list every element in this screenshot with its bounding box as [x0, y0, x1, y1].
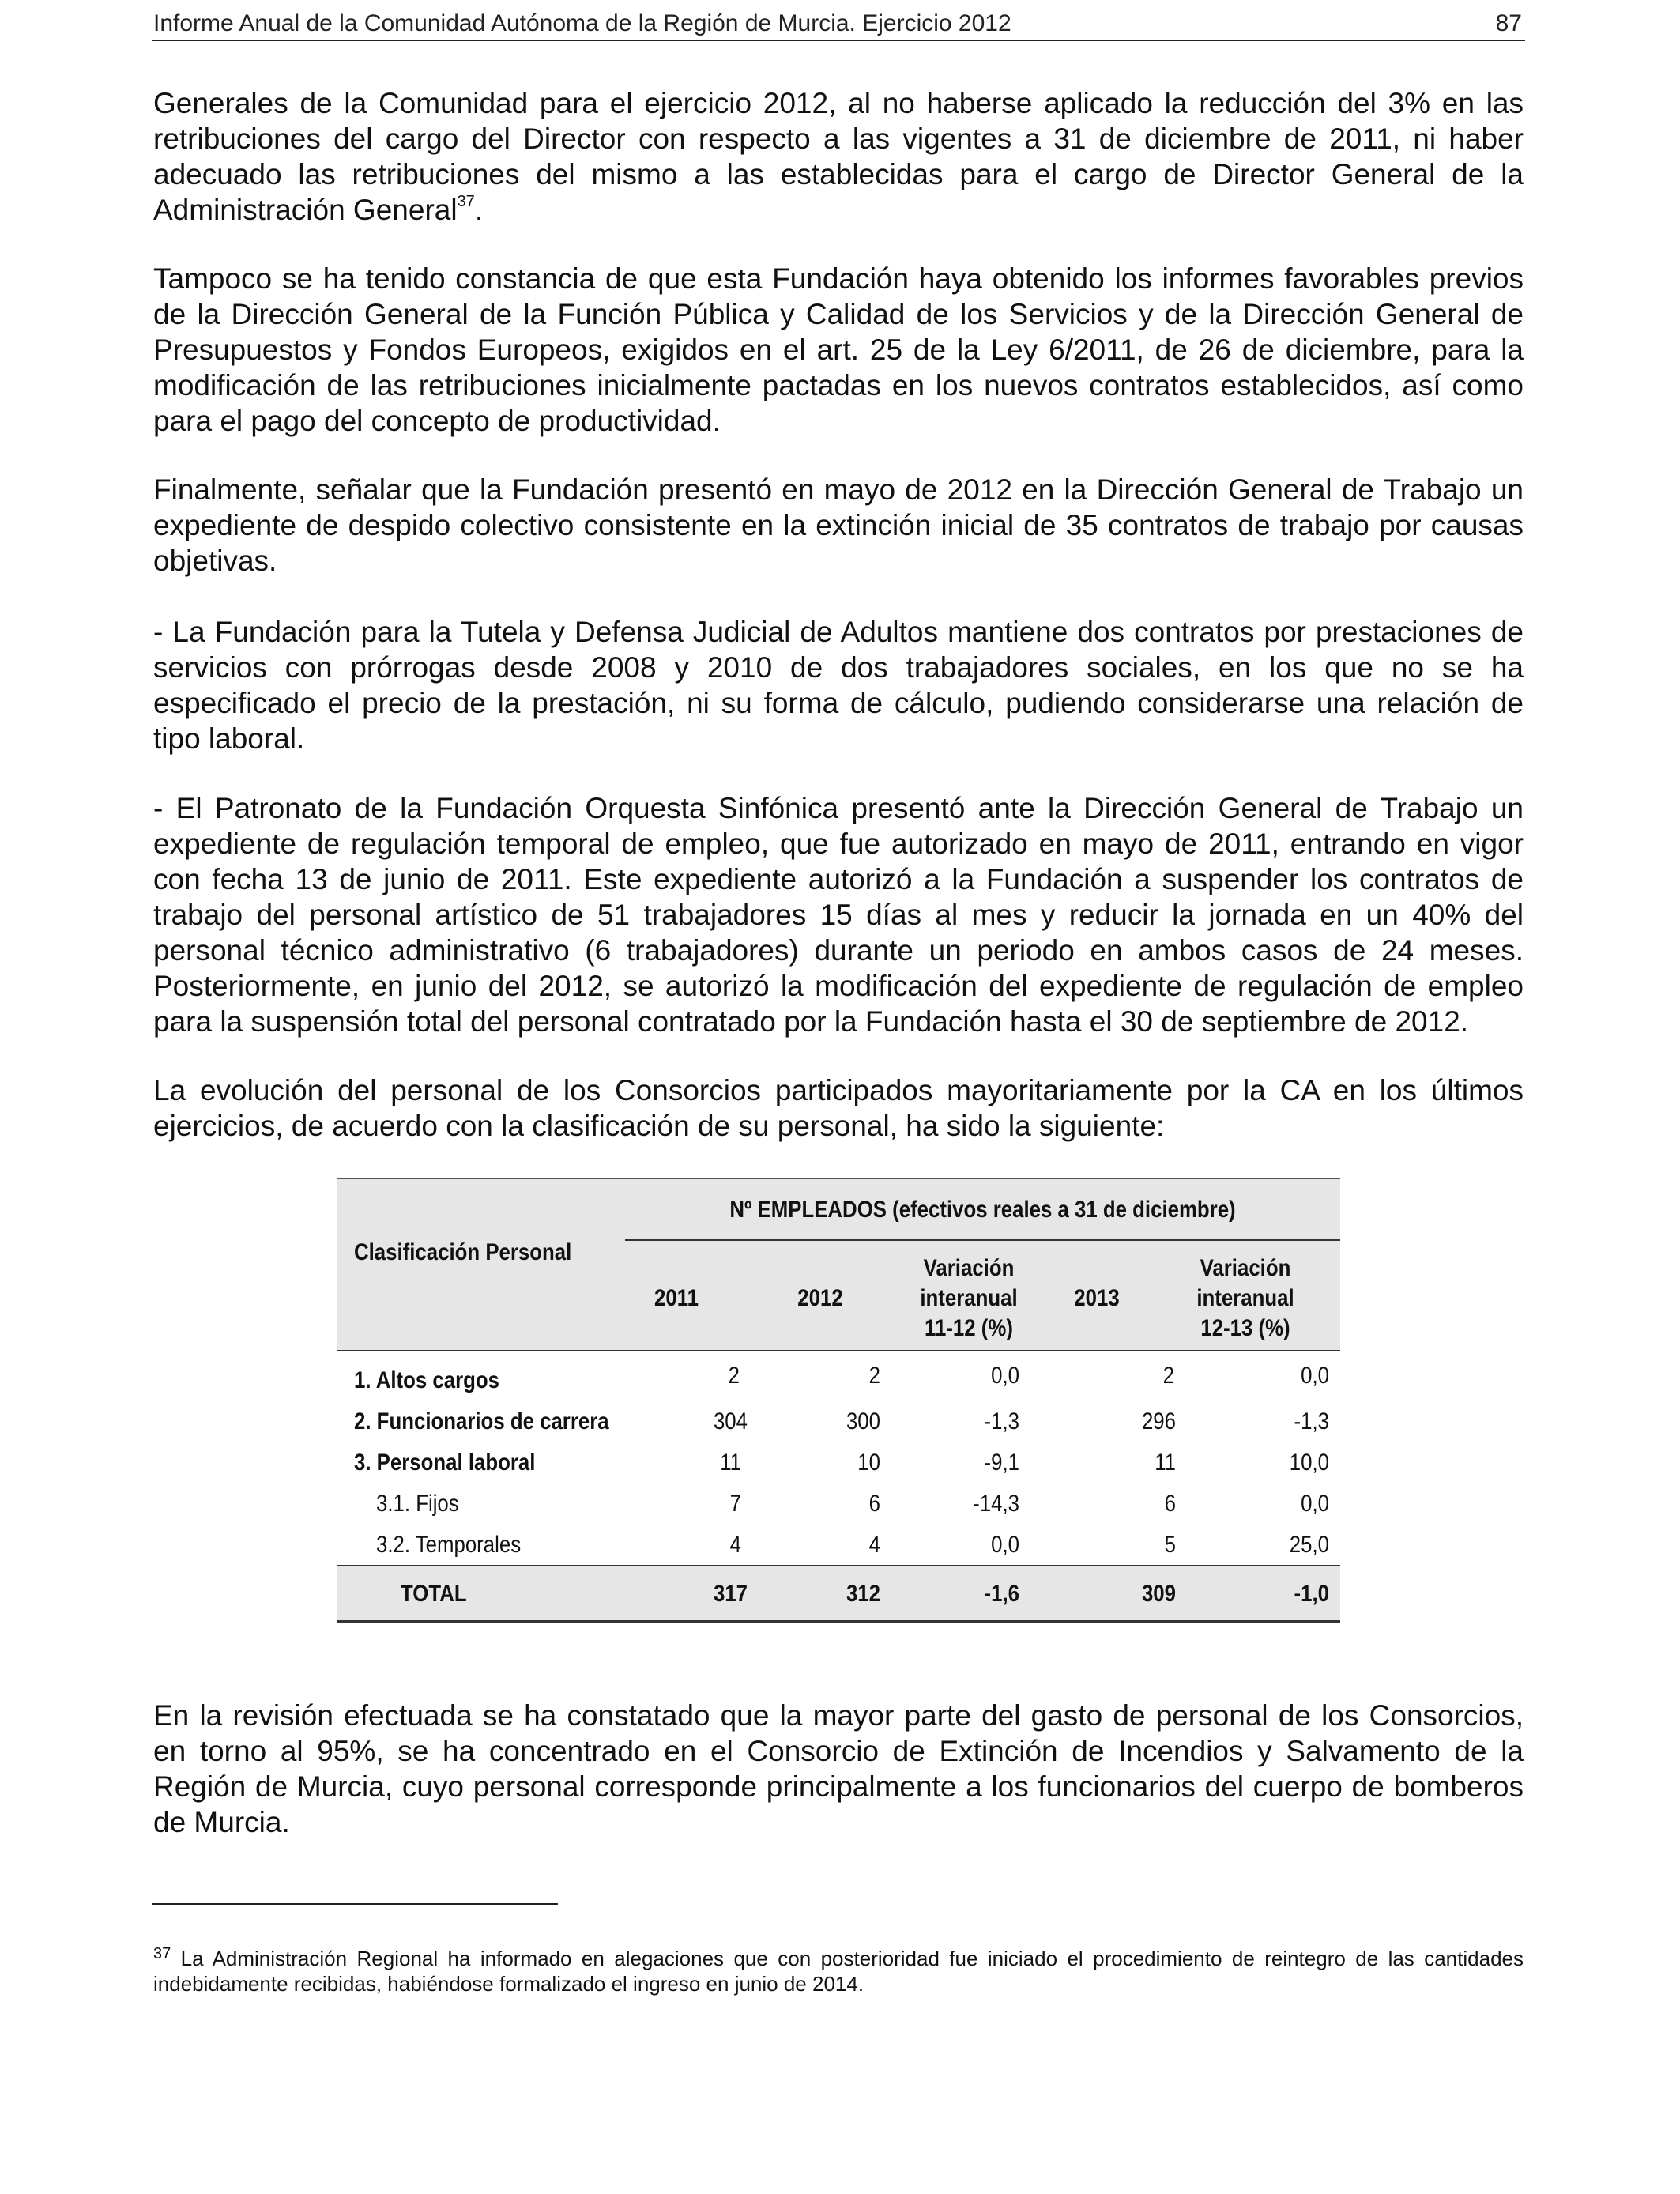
total-2012: 312 — [846, 1581, 880, 1607]
cell-var1: -14,3 — [973, 1491, 1019, 1517]
cell-var2: 10,0 — [1289, 1449, 1329, 1476]
cell-2013: 5 — [1164, 1532, 1176, 1558]
cell-2013: 296 — [1141, 1408, 1176, 1434]
cell-2013: 2 — [1162, 1363, 1174, 1389]
cell-2011: 7 — [729, 1491, 741, 1517]
column-header-2012: 2012 — [797, 1285, 843, 1311]
page-number: 87 — [1495, 10, 1522, 36]
group-header: Nº EMPLEADOS (efectivos reales a 31 de diciembre) — [729, 1197, 1236, 1223]
paragraph-informes: Tampoco se ha tenido constancia de que esta Fundación haya obtenido los informes favorables previos de la Dirección General de la Función Pública y Calidad de los Servicios y de la Dirección General de Presupuestos y Fondos Europeos, exigidos en el art. 25 de la Ley 6/2011, de 26 de diciembre, para la modificación de las retribuciones inicialmente pactadas en los nuevos contratos establecidos, así como para el pago del concepto de productividad. — [153, 262, 1524, 437]
paragraph-revision-gasto: En la revisión efectuada se ha constatado que la mayor parte del gasto de personal de los Consorcios, en torno al 95%, se ha concentrado en el Consorcio de Extinción de Incendios y Salvamento de la Región de Murcia, cuyo personal corresponde principalmente a los funcionarios del cuerpo de bomberos de Murcia. — [153, 1699, 1524, 1838]
column-header-2013: 2013 — [1074, 1285, 1120, 1311]
cell-2013: 11 — [1155, 1449, 1176, 1476]
cell-2013: 6 — [1164, 1491, 1176, 1517]
row-label-personal-laboral: 3. Personal laboral — [354, 1449, 536, 1476]
paragraph-end: . — [474, 194, 484, 226]
paragraph-tutela-adultos: - La Fundación para la Tutela y Defensa Judicial de Adultos mantiene dos contratos por prestaciones de servicios con prórrogas desde 2008 y 2010 de dos trabajadores sociales, en los que no se ha especificado el precio de la prestación, ni su forma de cálculo, pudiendo considerarse una relación de tipo laboral. — [153, 616, 1524, 755]
personal-table — [337, 1178, 1340, 1627]
cell-2012: 2 — [868, 1363, 880, 1389]
footnote-text: La Administración Regional ha informado en alegaciones que con posterioridad fue iniciado el procedimiento de reintegro de las cantidades indebidamente recibidas, habiéndose formalizado el ingreso en junio de 2014. — [153, 1947, 1524, 1996]
cell-var2: 25,0 — [1289, 1532, 1329, 1558]
column-header-var1-line3: 11-12 (%) — [925, 1315, 1013, 1341]
total-var2: -1,0 — [1294, 1581, 1329, 1607]
total-2011: 317 — [713, 1581, 748, 1607]
table-header-divider — [625, 1239, 1340, 1241]
cell-2012: 6 — [868, 1491, 880, 1517]
cell-var1: 0,0 — [991, 1363, 1019, 1389]
footnote-ref[interactable]: 37 — [457, 193, 475, 210]
cell-2011: 11 — [720, 1449, 741, 1476]
row-label-funcionarios: 2. Funcionarios de carrera — [354, 1408, 609, 1434]
cell-var1: -9,1 — [984, 1449, 1019, 1476]
paragraph-retribuciones — [153, 85, 1524, 228]
column-header-var2-line2: interanual — [1196, 1285, 1294, 1311]
cell-2012: 10 — [857, 1449, 880, 1476]
column-header-var2-line1: Variación — [1200, 1255, 1291, 1281]
footnote-separator — [152, 1903, 558, 1905]
cell-var1: 0,0 — [991, 1532, 1019, 1558]
column-header-var1-line2: interanual — [920, 1285, 1018, 1311]
paragraph-orquesta-sinfonica: - El Patronato de la Fundación Orquesta Sinfónica presentó ante la Dirección General de Trabajo un expediente de regulación temporal de empleo, que fue autorizado en mayo de 2011, entrando en vigor con fecha 13 de junio de 2011. Este expediente autorizó a la Fundación a suspender los contratos de trabajo del personal artístico de 51 trabajadores 15 días al mes y reducir la jornada en un 40% del personal técnico administrativo (6 trabajadores) durante un periodo en ambos casos de 24 meses. Posteriormente, en junio del 2012, se autorizó la modificación del expediente de regulación de empleo para la suspensión total del personal contratado por la Fundación hasta el 30 de septiembre de 2012. — [153, 792, 1524, 1038]
cell-2012: 300 — [846, 1408, 880, 1434]
footnote-number: 37 — [153, 1945, 171, 1962]
total-label: TOTAL — [401, 1581, 467, 1607]
row-label-fijos: 3.1. Fijos — [376, 1491, 459, 1517]
column-header-var2-line3: 12-13 (%) — [1200, 1315, 1290, 1341]
cell-var2: 0,0 — [1301, 1363, 1329, 1389]
cell-2011: 304 — [713, 1408, 748, 1434]
paragraph-despido-colectivo: Finalmente, señalar que la Fundación presentó en mayo de 2012 en la Dirección General de Trabajo un expediente de despido colectivo consistente en la extinción inicial de 35 contratos de trabajo por causas objetivas. — [153, 473, 1524, 577]
total-2013: 309 — [1141, 1581, 1176, 1607]
header-title: Informe Anual de la Comunidad Autónoma de la Región de Murcia. Ejercicio 2012 — [153, 10, 1011, 36]
cell-2011: 4 — [729, 1532, 741, 1558]
column-header-var1-line1: Variación — [923, 1255, 1015, 1281]
cell-var2: -1,3 — [1294, 1408, 1329, 1434]
row-label-temporales: 3.2. Temporales — [376, 1532, 522, 1558]
paragraph-evolucion-personal: La evolución del personal de los Consorcios participados mayoritariamente por la CA en los últimos ejercicios, de acuerdo con la clasificación de su personal, ha sido la siguiente: — [153, 1074, 1524, 1142]
cell-var2: 0,0 — [1301, 1491, 1329, 1517]
table-header-bottom-rule — [337, 1350, 1340, 1351]
row-label-altos-cargos: 1. Altos cargos — [354, 1367, 500, 1393]
cell-2012: 4 — [868, 1532, 880, 1558]
footnote — [153, 1946, 1524, 1996]
column-header-2011: 2011 — [654, 1285, 699, 1311]
total-var1: -1,6 — [984, 1581, 1019, 1607]
cell-2011: 2 — [728, 1363, 740, 1389]
table-bottom-rule — [337, 1620, 1340, 1623]
cell-var1: -1,3 — [984, 1408, 1019, 1434]
column-header-classification: Clasificación Personal — [354, 1239, 572, 1265]
page-header — [152, 8, 1525, 41]
paragraph-text: Generales de la Comunidad para el ejercicio 2012, al no haberse aplicado la reducción del 3% en las retribuciones del cargo del Director con respecto a las vigentes a 31 de diciembre de 2011, ni haber adecuado las retribuciones del mismo a las establecidas para el cargo de Director General de la Administración General — [153, 87, 1524, 226]
